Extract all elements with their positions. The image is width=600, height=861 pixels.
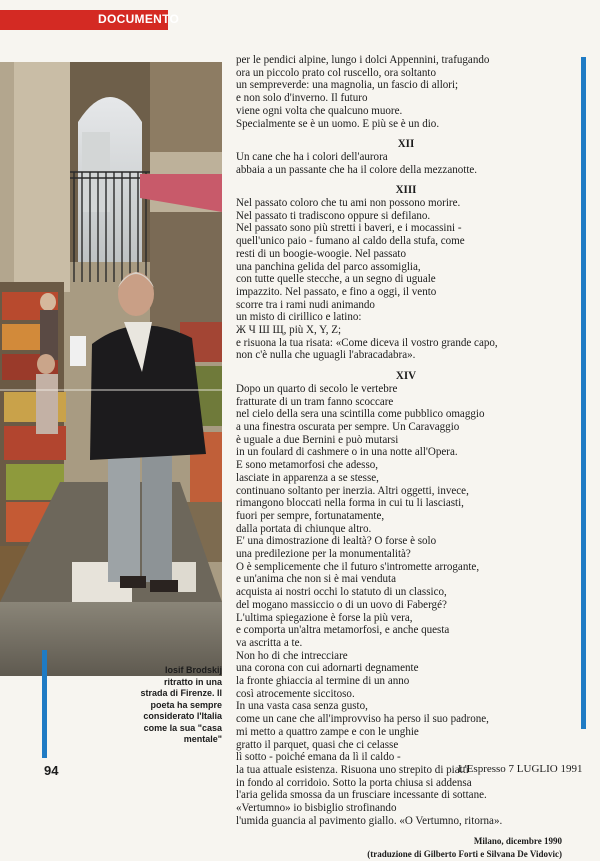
poem-line: L'ultima spiegazione è forse la più vera, (236, 611, 413, 624)
section-label: DOCUMENTO (98, 12, 180, 26)
translation-credit: (traduzione di Gilberto Forti e Silvana De Vidovic) (367, 849, 562, 860)
poem-line: impazzito. Nel passato, e fino a oggi, il vento (236, 285, 437, 298)
poem-line: in un foulard di cashmere o in una notte all'Opera. (236, 446, 458, 459)
stanza-number: XIII (395, 184, 417, 197)
poem-line: con tutte quelle stecche, a un segno di uguale (236, 273, 436, 286)
poem-line: in fondo al corridoio. Sotto la porta chiusa si addensa (236, 776, 472, 789)
poem-line: a una finestra oscurata per sempre. Un Caravaggio (236, 420, 460, 433)
stanza (236, 184, 576, 362)
poem-line: una predilezione per la monumentalità? (236, 548, 411, 561)
poem-line: un misto di cirillico e latino: (236, 311, 362, 324)
poem-line: e un'anima che non si è mai venduta (236, 573, 396, 586)
poem-line: lasciate in apparenza a se stesse, (236, 471, 379, 484)
poem-intro (236, 54, 576, 130)
poem-line: continuano soltanto per inerzia. Altri oggetti, invece, (236, 484, 469, 497)
poem-line: così atrocemente siccitoso. (236, 687, 355, 700)
page-number: 94 (44, 763, 59, 778)
photo-caption (120, 665, 222, 746)
stanza-number: XIV (395, 370, 417, 383)
poem-line: va ascritta a te. (236, 636, 303, 649)
poem-stanzas (236, 138, 576, 827)
poem-line: l'aria gelida smossa da un frusciare incessante di sottane. (236, 789, 487, 802)
poem-line: viene ogni volta che qualcuno muore. (236, 104, 403, 117)
poem-line: una corona con cui adornarti degnamente (236, 662, 419, 675)
poem-line: non c'è nulla che uguagli l'abracadabra». (236, 349, 416, 362)
poem-line: E' una dimostrazione di lealtà? O forse è solo (236, 535, 437, 548)
portrait-photo (0, 62, 222, 676)
caption-line: mentale" (183, 734, 222, 744)
stanza (236, 138, 576, 176)
poem-line: O è semplicemente che il futuro s'intromette arrogante, (236, 560, 480, 573)
poem-line: mi metto a quattro zampe e con le unghie (236, 725, 419, 738)
caption-line: come la sua "casa (143, 722, 222, 733)
poem-line: Nel passato sono più stretti i baveri, e i mocassini - (236, 222, 462, 235)
caption-line: strada di Firenze. Il (140, 688, 222, 698)
caption-line: Iosif Brodskij (164, 665, 222, 675)
caption-line: poeta ha sempre (150, 699, 222, 710)
poem-line: E sono metamorfosi che adesso, (236, 459, 379, 472)
poem-line: come un cane che all'improvviso ha perso il suo padrone, (236, 713, 489, 726)
poem-line: acquista ai nostri occhi lo statuto di un classico, (236, 586, 447, 599)
poem-line: Dopo un quarto di secolo le vertebre (236, 382, 398, 395)
poem-text (236, 54, 576, 861)
poem-line: abbaia a un passante che ha il colore della mezzanotte. (236, 163, 478, 176)
column-accent-bar (581, 57, 586, 729)
poem-line: Specialmente se è un uomo. E più se è un dio. (236, 117, 440, 130)
poem-line: un sempreverde: una magnolia, un fascio di allori; (236, 79, 459, 92)
stanza (236, 370, 576, 827)
poem-line: una panchina gelida del parco assomiglia, (236, 260, 421, 273)
poem-line: ora un piccolo prato col ruscello, ora soltanto (236, 66, 437, 79)
poem-line: «Vertumno» io bisbiglio strofinando (236, 802, 397, 815)
poem-line: nel cielo della sera una scintilla come pubblico omaggio (236, 408, 485, 421)
poem-line: la fronte ghiaccia al termine di un anno (236, 675, 410, 688)
poem-line: lì sotto - poiché emana da lì il caldo - (236, 751, 401, 764)
poem-line: e non solo d'inverno. Il futuro (236, 92, 368, 105)
poem-line: Nel passato coloro che tu ami non possono morire. (236, 197, 461, 210)
poem-line: scorre tra i rami nudi animando (236, 298, 375, 311)
poem-line: è uguale a due Bernini e può mutarsi (236, 433, 399, 446)
poem-line: per le pendici alpine, lungo i dolci Appennini, trafugando (236, 54, 490, 66)
poem-line: fuori per sempre, fortunatamente, (236, 509, 385, 522)
caption-line: ritratto in una (164, 676, 222, 687)
poem-line: dalla portata di chiunque altro. (236, 522, 372, 535)
poem-signature: Milano, dicembre 1990 (473, 836, 562, 847)
poem-line: Ж Ч Ш Щ, più X, Y, Z; (236, 324, 342, 337)
poem-line: Un cane che ha i colori dell'aurora (236, 150, 388, 163)
poem-line: rimangono bloccati nella forma in cui tu li lasciasti, (236, 497, 464, 510)
caption-accent-bar (42, 650, 47, 758)
poem-line: Non ho di che intrecciare (236, 649, 348, 662)
poem-line: del mogano massiccio o di un uovo di Fabergé? (236, 598, 447, 611)
poem-line: Nel passato ti tradiscono oppure si defilano. (236, 209, 431, 222)
poem-line: quell'unico paio - fumano al caldo della stufa, come (236, 235, 465, 248)
poem-line: fratturate di un tram fanno scoccare (236, 395, 394, 408)
poem-line: e risuona la tua risata: «Come diceva il vostro grande capo, (236, 336, 498, 349)
poem-line: e comporta un'altra metamorfosi, e anche questa (236, 624, 450, 637)
stanza-number: XII (397, 138, 415, 151)
magazine-footer: L'Espresso 7 LUGLIO 1991 (458, 763, 583, 775)
poem-line: l'umida guancia al pavimento giallo. «O Vertumno, ritorna». (236, 814, 503, 827)
caption-line: considerato l'Italia (143, 711, 222, 721)
poem-line: In una vasta casa senza gusto, (236, 700, 368, 713)
poem-line: resti di un boogie-woogie. Nel passato (236, 247, 406, 260)
poem-line: gratto il parquet, quasi che ci celasse (236, 738, 399, 751)
photo-illustration (0, 62, 222, 676)
poem-line: la tua attuale esistenza. Risuona uno strepito di piatti (236, 763, 469, 776)
